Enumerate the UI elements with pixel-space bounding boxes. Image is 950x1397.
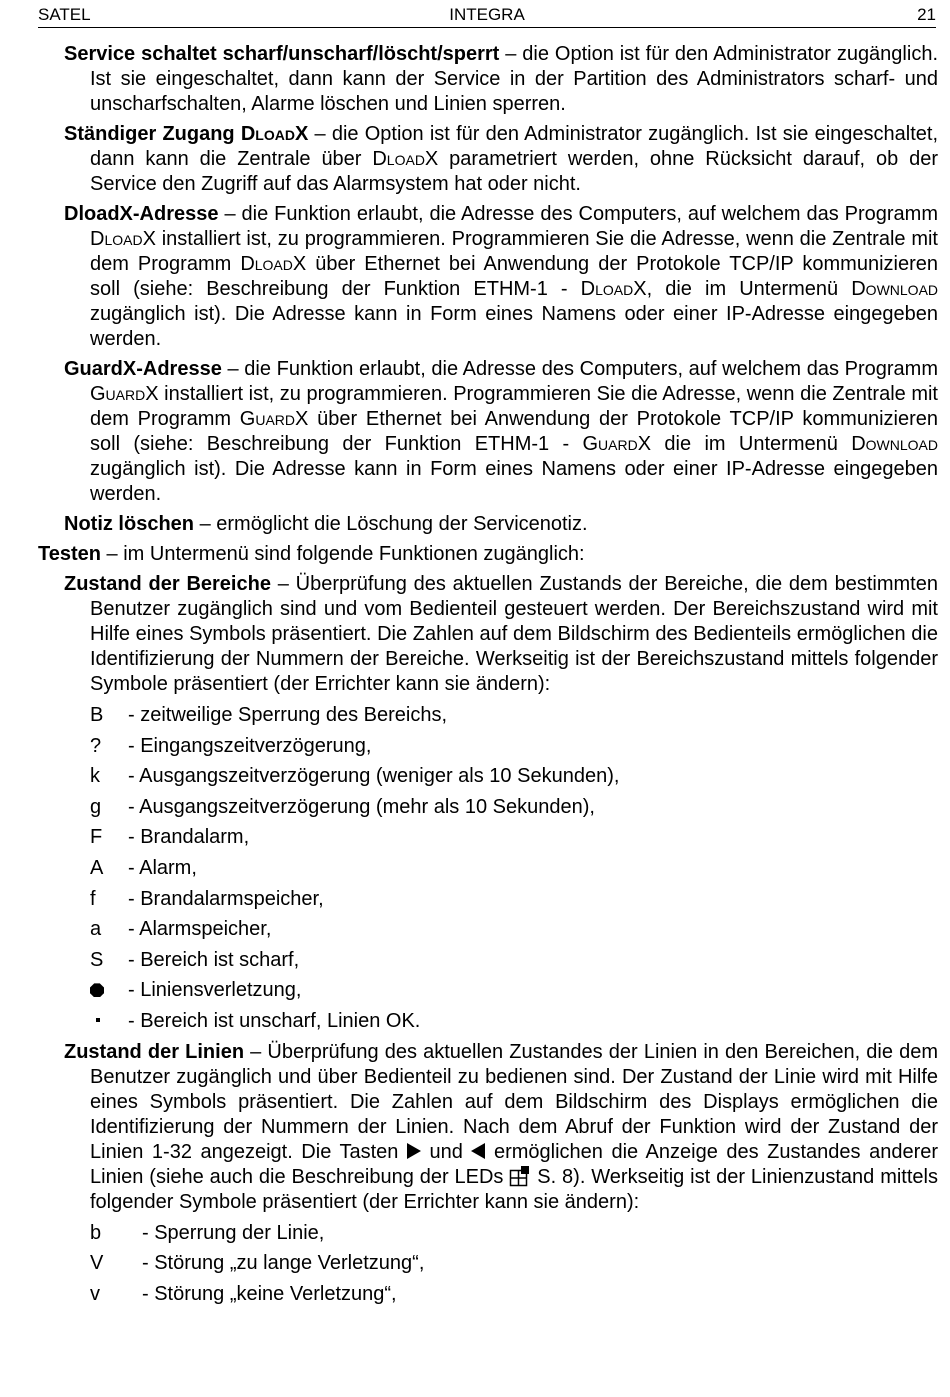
symbol-description: - Bereich ist unscharf, Linien OK. bbox=[128, 1009, 421, 1032]
list-item bbox=[38, 1221, 938, 1246]
linien-symbol-list bbox=[38, 1221, 938, 1307]
symbol-description: - Alarm, bbox=[128, 856, 197, 879]
list-item bbox=[38, 1009, 938, 1034]
symbol-description: - Liniensverletzung, bbox=[128, 979, 302, 1002]
arrow-right-key-icon bbox=[407, 1143, 421, 1159]
entry-text: – Überprüfung des aktuellen Zustands der Bereiche, die dem bestimmten Benutzer zugänglich sind und vom Bedienteil gesteuert werden. Der Bereichszustand wird mit Hilfe eines Symbols präsentiert. Die Zahlen auf dem Bildschirm des Bedienteils ermöglichen die Identifizierung der Nummern der Bereiche. Werkseitig ist der Bereichszustand mittels folgender Symbole präsentiert (der Errichter kann sie ändern): bbox=[90, 573, 938, 695]
entry-term: GuardX-Adresse bbox=[64, 358, 222, 380]
entry-text: – ermöglicht die Löschung der Servicenotiz. bbox=[194, 513, 588, 535]
arrow-left-key-icon bbox=[471, 1143, 485, 1159]
symbol-description: - Sperrung der Linie, bbox=[142, 1221, 325, 1244]
symbol-description: - Alarmspeicher, bbox=[128, 918, 272, 941]
symbol-description: - Ausgangszeitverzögerung (weniger als 10 Sekunden), bbox=[128, 765, 620, 788]
symbol-description: - Störung „zu lange Verletzung“, bbox=[142, 1252, 425, 1275]
symbol-description: - Eingangszeitverzögerung, bbox=[128, 734, 372, 757]
dot-symbol-icon bbox=[96, 1018, 100, 1022]
symbol: V bbox=[90, 1252, 104, 1275]
entry-zustand-bereiche bbox=[38, 572, 938, 697]
symbol: g bbox=[90, 795, 102, 818]
symbol: F bbox=[90, 826, 103, 849]
entry-text: – die Option ist für den Administrator zugänglich. Ist sie eingeschaltet, dann kann der Service in der Partition des Administrators scharf- und unscharfschalten, Alarme löschen und Linien sperren. bbox=[90, 43, 938, 115]
symbol-description: - zeitweilige Sperrung des Bereichs, bbox=[128, 704, 448, 726]
page-number: 21 bbox=[917, 5, 936, 24]
list-item bbox=[38, 948, 938, 973]
list-item bbox=[38, 734, 938, 759]
header-product: INTEGRA bbox=[449, 5, 525, 24]
page-header bbox=[38, 3, 936, 28]
entry-staendiger-zugang: Ständiger Zugang DloadX – die Option ist für den Administrator zugänglich. Ist sie eingeschaltet, dann kann die Zentrale über DloadX parametriert werden, ohne Rücksicht darauf, ob der Service den Zugriff auf das Alarmsystem hat oder nicht. bbox=[64, 123, 939, 195]
page-body bbox=[38, 42, 938, 1312]
entry-dloadx-adresse: DloadX-Adresse – die Funktion erlaubt, die Adresse des Computers, auf welchem das Programm DloadX installiert ist, zu programmieren. Programmieren Sie die Adresse, wenn die Zentrale mit dem Programm DloadX über Ethernet bei Anwendung der Protokole TCP/IP kommunizieren soll (siehe: Beschreibung der Funktion ETHM-1 - DloadX, die im Untermenü Download zugänglich ist). Die Adresse kann in Form eines Namens oder einer IP-Adresse eingegeben werden. bbox=[64, 203, 939, 350]
entry-term: Zustand der Bereiche bbox=[64, 573, 271, 595]
entry-term: Notiz löschen bbox=[64, 513, 195, 535]
list-item bbox=[38, 917, 938, 942]
symbol-description: - Bereich ist scharf, bbox=[128, 948, 300, 971]
entry-term: DloadX-Adresse bbox=[64, 203, 219, 225]
led-partitions-icon bbox=[509, 1165, 531, 1187]
list-item bbox=[38, 764, 938, 789]
symbol: a bbox=[90, 918, 102, 941]
symbol-description: - Ausgangszeitverzögerung (mehr als 10 Sekunden), bbox=[128, 795, 595, 818]
entry-term: Testen bbox=[38, 543, 101, 565]
symbol: b bbox=[90, 1221, 102, 1244]
symbol: S bbox=[90, 948, 104, 971]
entry-notiz-loeschen bbox=[38, 512, 938, 537]
entry-guardx-adresse: GuardX-Adresse – die Funktion erlaubt, die Adresse des Computers, auf welchem das Programm GuardX installiert ist, zu programmieren. Programmieren Sie die Adresse, wenn die Zentrale mit dem Programm GuardX über Ethernet bei Anwendung der Protokole TCP/IP kommunizieren soll (siehe: Beschreibung der Funktion ETHM-1 - GuardX die im Untermenü Download zugänglich ist). Die Adresse kann in Form eines Namens oder einer IP-Adresse eingegeben werden. bbox=[64, 358, 938, 505]
symbol: B bbox=[90, 704, 104, 726]
symbol: v bbox=[90, 1282, 100, 1305]
entry-text: – im Untermenü sind folgende Funktionen zugänglich: bbox=[100, 543, 585, 565]
list-item bbox=[38, 703, 938, 728]
list-item bbox=[38, 1282, 938, 1307]
list-item bbox=[38, 1251, 938, 1276]
symbol: k bbox=[90, 765, 100, 788]
list-item bbox=[38, 887, 938, 912]
entry-term: Ständiger Zugang DloadX bbox=[64, 123, 309, 145]
list-item bbox=[38, 978, 938, 1003]
symbol: f bbox=[90, 887, 96, 910]
octagon-symbol-icon bbox=[90, 983, 104, 997]
bereiche-symbol-list bbox=[38, 703, 938, 1034]
entry-zustand-linien: Zustand der Linien – Überprüfung des aktuellen Zustandes der Linien in den Bereichen, die dem Benutzer zugänglich und über Bedienteil zu bedienen sind. Der Zustand der Linie wird mit Hilfe eines Symbols präsentiert. Die Zahlen auf dem Bildschirm des Displays ermöglichen die Identifizierung der Nummern der Linien. Nach dem Abruf der Funktion wird der Zustand der Linien 1-32 angezeigt. Die Tasten und ermöglichen die Anzeige des Zustandes anderer Linien (siehe auch die Beschreibung der LEDs S. 8). Werkseitig ist der Linienzustand mittels folgender Symbole präsentiert (der Errichter kann sie ändern): bbox=[64, 1040, 939, 1213]
symbol-description: - Brandalarmspeicher, bbox=[128, 887, 324, 910]
symbol-description: - Brandalarm, bbox=[128, 826, 250, 849]
list-item bbox=[38, 795, 938, 820]
symbol: A bbox=[90, 856, 104, 879]
header-brand: SATEL bbox=[38, 5, 91, 24]
entry-term: Zustand der Linien bbox=[64, 1040, 245, 1063]
entry-testen bbox=[38, 542, 938, 567]
symbol-description: - Störung „keine Verletzung“, bbox=[142, 1282, 397, 1305]
symbol: ? bbox=[90, 734, 102, 757]
entry-service-scharf bbox=[38, 42, 938, 117]
list-item bbox=[38, 856, 938, 881]
entry-term: Service schaltet scharf/unscharf/löscht/sperrt bbox=[64, 43, 500, 65]
list-item bbox=[38, 825, 938, 850]
